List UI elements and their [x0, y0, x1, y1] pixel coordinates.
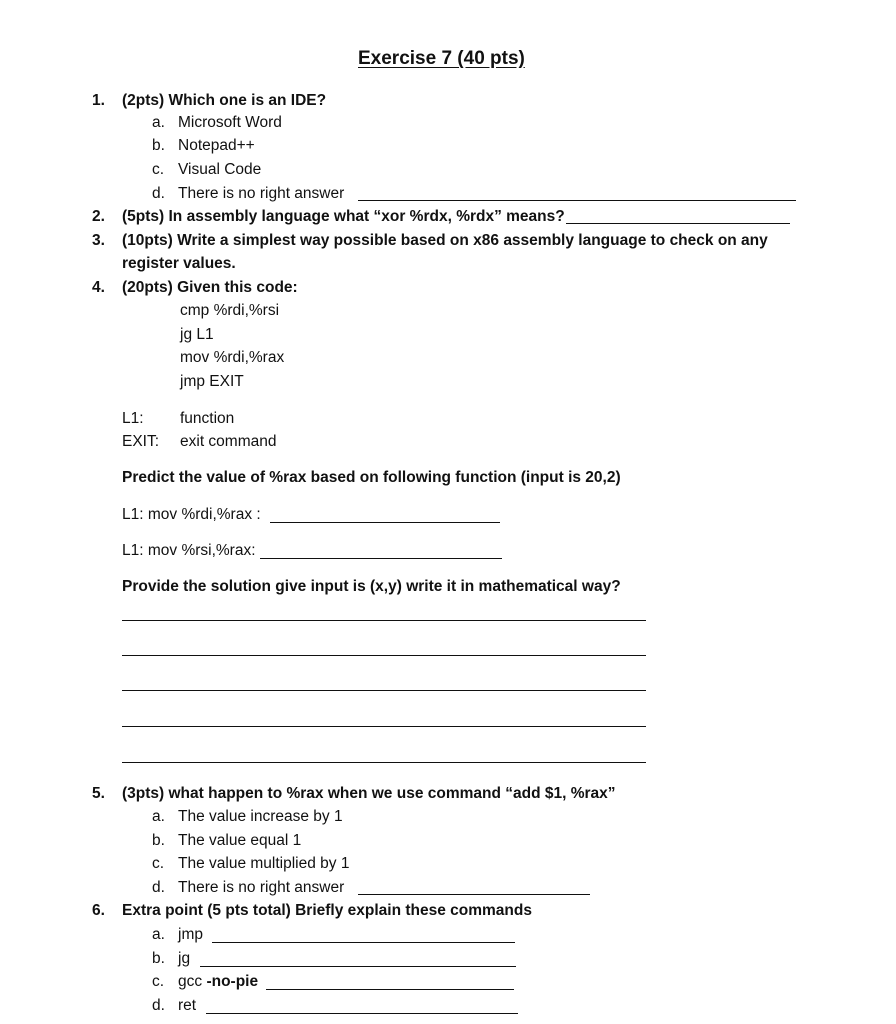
option-marker: b.	[152, 137, 165, 154]
label-l1-value: function	[180, 410, 235, 427]
q1-answer-line[interactable]	[358, 200, 796, 201]
item-flag: -no-pie	[206, 973, 259, 990]
q6-item-c	[152, 972, 258, 992]
option-marker: c.	[152, 855, 165, 872]
q2-number: 2.	[92, 208, 105, 225]
option-text: Visual Code	[178, 161, 262, 178]
item-marker: a.	[152, 926, 165, 943]
item-text: ret	[178, 997, 197, 1014]
q5-option-c[interactable]	[152, 854, 349, 874]
q1-option-d[interactable]	[152, 184, 344, 204]
option-text: Notepad++	[178, 137, 255, 154]
q4-text: (20pts) Given this code:	[122, 279, 298, 296]
item-text: jg	[178, 950, 191, 967]
q1-text: (2pts) Which one is an IDE?	[122, 92, 327, 109]
q3-text-line2: register values.	[122, 255, 236, 272]
q4-case1: L1: mov %rdi,%rax :	[122, 506, 261, 523]
q5-answer-line[interactable]	[358, 894, 590, 895]
q4-solution-line-4[interactable]	[122, 726, 646, 727]
option-text: There is no right answer	[178, 185, 345, 202]
q1-option-b[interactable]	[152, 136, 255, 156]
q1-number: 1.	[92, 92, 105, 109]
label-l1: L1:	[122, 410, 144, 427]
option-marker: a.	[152, 808, 165, 825]
q4-predict: Predict the value of %rax based on following function (input is 20,2)	[122, 469, 621, 486]
q6-item-a	[152, 925, 203, 945]
q6-number: 6.	[92, 902, 105, 919]
q6-d-answer-line[interactable]	[206, 1013, 518, 1014]
item-text: jmp	[178, 926, 203, 943]
q1-option-c[interactable]	[152, 160, 261, 180]
item-marker: d.	[152, 997, 165, 1014]
q2-text: (5pts) In assembly language what “xor %rdx, %rdx” means?	[122, 208, 565, 225]
q2-answer-line[interactable]	[566, 223, 790, 224]
q4-case2: L1: mov %rsi,%rax:	[122, 542, 256, 559]
q4-provide: Provide the solution give input is (x,y) write it in mathematical way?	[122, 578, 621, 595]
option-text: The value multiplied by 1	[178, 855, 350, 872]
option-text: Microsoft Word	[178, 114, 282, 131]
q1-option-a[interactable]	[152, 113, 282, 133]
q4-solution-line-1[interactable]	[122, 620, 646, 621]
option-marker: d.	[152, 185, 165, 202]
option-text: There is no right answer	[178, 879, 345, 896]
code-line: mov %rdi,%rax	[180, 349, 285, 366]
q5-text: (3pts) what happen to %rax when we use command “add $1, %rax”	[122, 785, 616, 802]
q5-option-b[interactable]	[152, 831, 301, 851]
q4-number: 4.	[92, 279, 105, 296]
q4-solution-line-5[interactable]	[122, 762, 646, 763]
option-text: The value equal 1	[178, 832, 302, 849]
item-text: gcc	[178, 973, 203, 990]
q6-a-answer-line[interactable]	[212, 942, 515, 943]
label-exit-value: exit command	[180, 433, 277, 450]
q5-option-a[interactable]	[152, 807, 343, 827]
page-title: Exercise 7 (40 pts)	[358, 48, 525, 69]
code-line: jg L1	[180, 326, 214, 343]
q6-c-answer-line[interactable]	[266, 989, 514, 990]
q5-number: 5.	[92, 785, 105, 802]
q6-text: Extra point (5 pts total) Briefly explain these commands	[122, 902, 532, 919]
option-marker: d.	[152, 879, 165, 896]
q3-text-line1: (10pts) Write a simplest way possible based on x86 assembly language to check on any	[122, 232, 768, 249]
q4-case1-answer-line[interactable]	[270, 522, 500, 523]
item-marker: c.	[152, 973, 165, 990]
code-line: cmp %rdi,%rsi	[180, 302, 280, 319]
q6-item-d	[152, 996, 196, 1016]
q4-solution-line-3[interactable]	[122, 690, 646, 691]
item-marker: b.	[152, 950, 165, 967]
code-line: jmp EXIT	[180, 373, 244, 390]
option-marker: a.	[152, 114, 165, 131]
option-marker: b.	[152, 832, 165, 849]
option-marker: c.	[152, 161, 165, 178]
q4-case2-answer-line[interactable]	[260, 558, 502, 559]
label-exit: EXIT:	[122, 433, 160, 450]
q5-option-d[interactable]	[152, 878, 344, 898]
q4-solution-line-2[interactable]	[122, 655, 646, 656]
q6-item-b	[152, 949, 190, 969]
q6-b-answer-line[interactable]	[200, 966, 516, 967]
q3-number: 3.	[92, 232, 105, 249]
option-text: The value increase by 1	[178, 808, 343, 825]
